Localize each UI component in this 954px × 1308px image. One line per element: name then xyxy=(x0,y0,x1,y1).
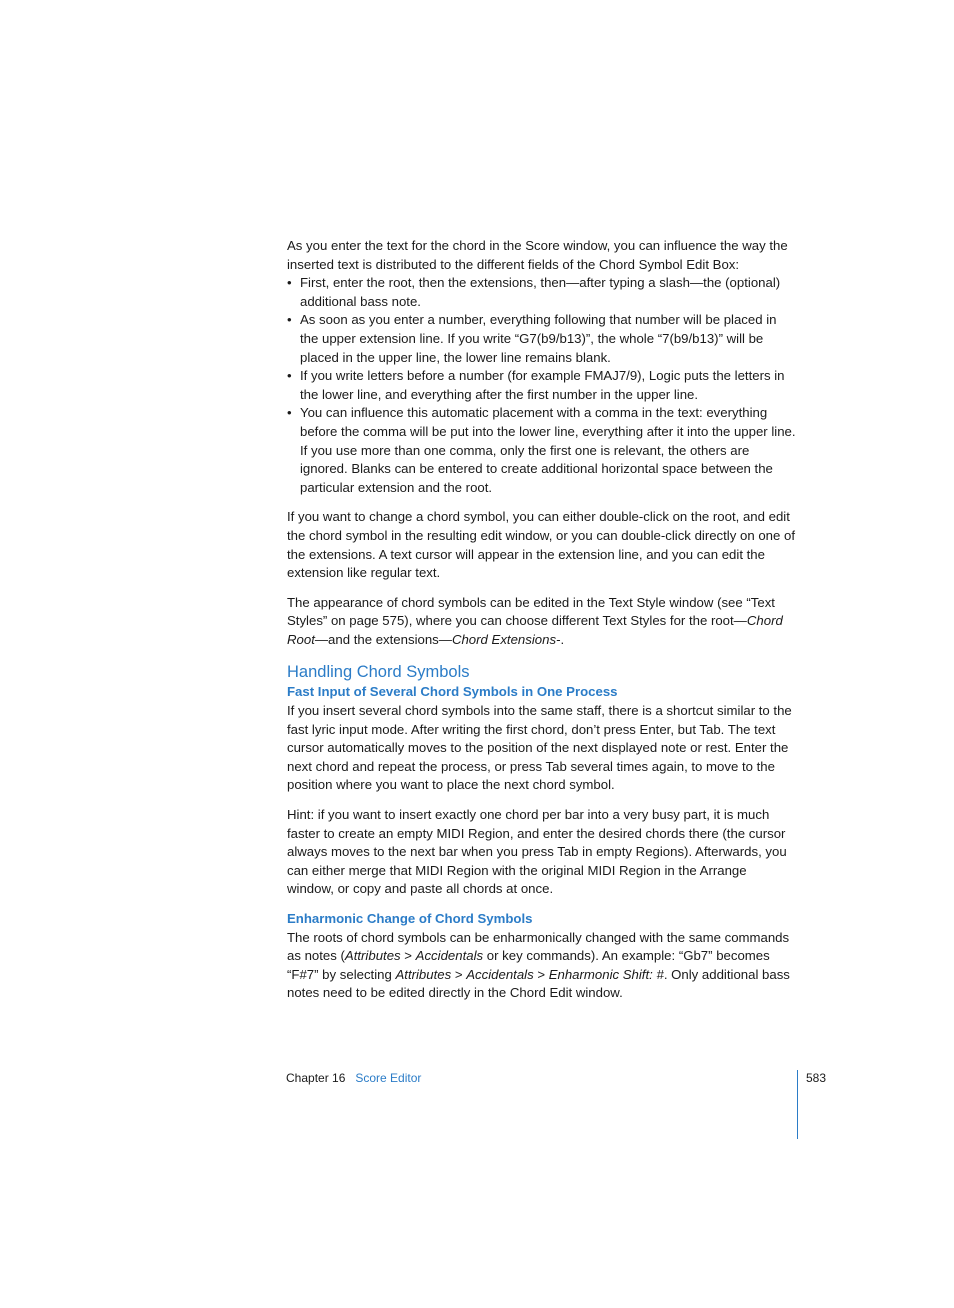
chapter-section-link[interactable]: Score Editor xyxy=(355,1071,422,1085)
list-item: • First, enter the root, then the extensions, then—after typing a slash—the (optional) additional bass note. xyxy=(287,274,797,311)
text-span: > xyxy=(451,966,467,982)
text-span: . Only additional bass notes need to be edited directly in the Chord Edit window. xyxy=(287,966,790,1001)
menu-term: Accidentals xyxy=(415,948,484,964)
footer-chapter xyxy=(286,1069,421,1087)
list-item: • You can influence this automatic placement with a comma in the text: everything before the comma will be put into the lower line, everything after it into the upper line. If you use more than one comma, only the first one is relevant, the others are ignored. Blanks can be entered to create additional horizontal space between the particular extension and the root. xyxy=(287,404,797,497)
text-span: The appearance of chord symbols can be edited in the Text Style window (see “Text Styles” on page 575), where you can choose different Text Styles for the root— xyxy=(287,594,775,629)
list-item: • As soon as you enter a number, everything following that number will be placed in the upper extension line. If you write “G7(b9/b13)”, the whole “7(b9/b13)” will be placed in the upper line, the lower line remains blank. xyxy=(287,311,797,367)
text-span: . xyxy=(560,631,565,647)
hint-paragraph: Hint: if you want to insert exactly one chord per bar into a very busy part, it is much faster to create an empty MIDI Region, and enter the desired chords there (the cursor always moves to the next bar when you press Tab in empty Regions). Afterwards, you can either merge that MIDI Region with the original MIDI Region in the Arrange window, or copy and paste all chords at once. xyxy=(287,807,787,897)
subsection-heading-enharmonic: Enharmonic Change of Chord Symbols xyxy=(287,911,533,926)
bullet-list xyxy=(287,274,797,497)
text-span: > xyxy=(400,948,416,964)
edit-chord-paragraph: If you want to change a chord symbol, you can either double-click on the root, and edit the chord symbol in the resulting edit window, or you can double-click directly on one of the extensions. A text cursor will appear in the extension line, and you can edit the extension like regular text. xyxy=(287,509,795,581)
menu-term: Accidentals xyxy=(466,966,534,982)
enharmonic-paragraph xyxy=(287,929,797,1003)
footer-divider xyxy=(797,1070,798,1139)
text-span: —and the extensions— xyxy=(314,631,452,647)
intro-paragraph: As you enter the text for the chord in the Score window, you can influence the way the inserted text is distributed to the different fields of the Chord Symbol Edit Box: xyxy=(287,238,788,272)
page-body xyxy=(287,237,797,1003)
chord-root-term: Chord Root xyxy=(287,613,783,647)
text-span: or key commands). An example: “Gb7” becomes “F#7” by selecting xyxy=(287,948,770,982)
text-span: The roots of chord symbols can be enharmonically changed with the same commands as notes ( xyxy=(287,929,790,964)
subsection-heading-fast-input: Fast Input of Several Chord Symbols in One Process xyxy=(287,684,618,700)
page-number: 583 xyxy=(806,1071,827,1085)
fast-input-paragraph: If you insert several chord symbols into the same staff, there is a shortcut similar to the fast lyric input mode. After writing the first chord, don’t press Enter, but Tab. The text cursor automatically moves to the position of the next displayed note or rest. Enter the next chord and repeat the process, or press Tab several times again, to move to the position where you want to place the next chord symbol. xyxy=(287,703,792,793)
text-span: > xyxy=(533,966,549,982)
menu-term: Attributes xyxy=(344,948,401,964)
chapter-label: Chapter 16 xyxy=(286,1071,346,1085)
chord-extensions-term: Chord Extensions- xyxy=(451,631,561,647)
menu-term: Enharmonic Shift: # xyxy=(548,966,664,982)
section-heading: Handling Chord Symbols xyxy=(287,663,470,682)
list-item: • If you write letters before a number (for example FMAJ7/9), Logic puts the letters in the lower line, and everything after the first number in the upper line. xyxy=(287,367,797,404)
text-style-paragraph xyxy=(287,594,797,650)
menu-term: Attributes xyxy=(395,966,452,982)
